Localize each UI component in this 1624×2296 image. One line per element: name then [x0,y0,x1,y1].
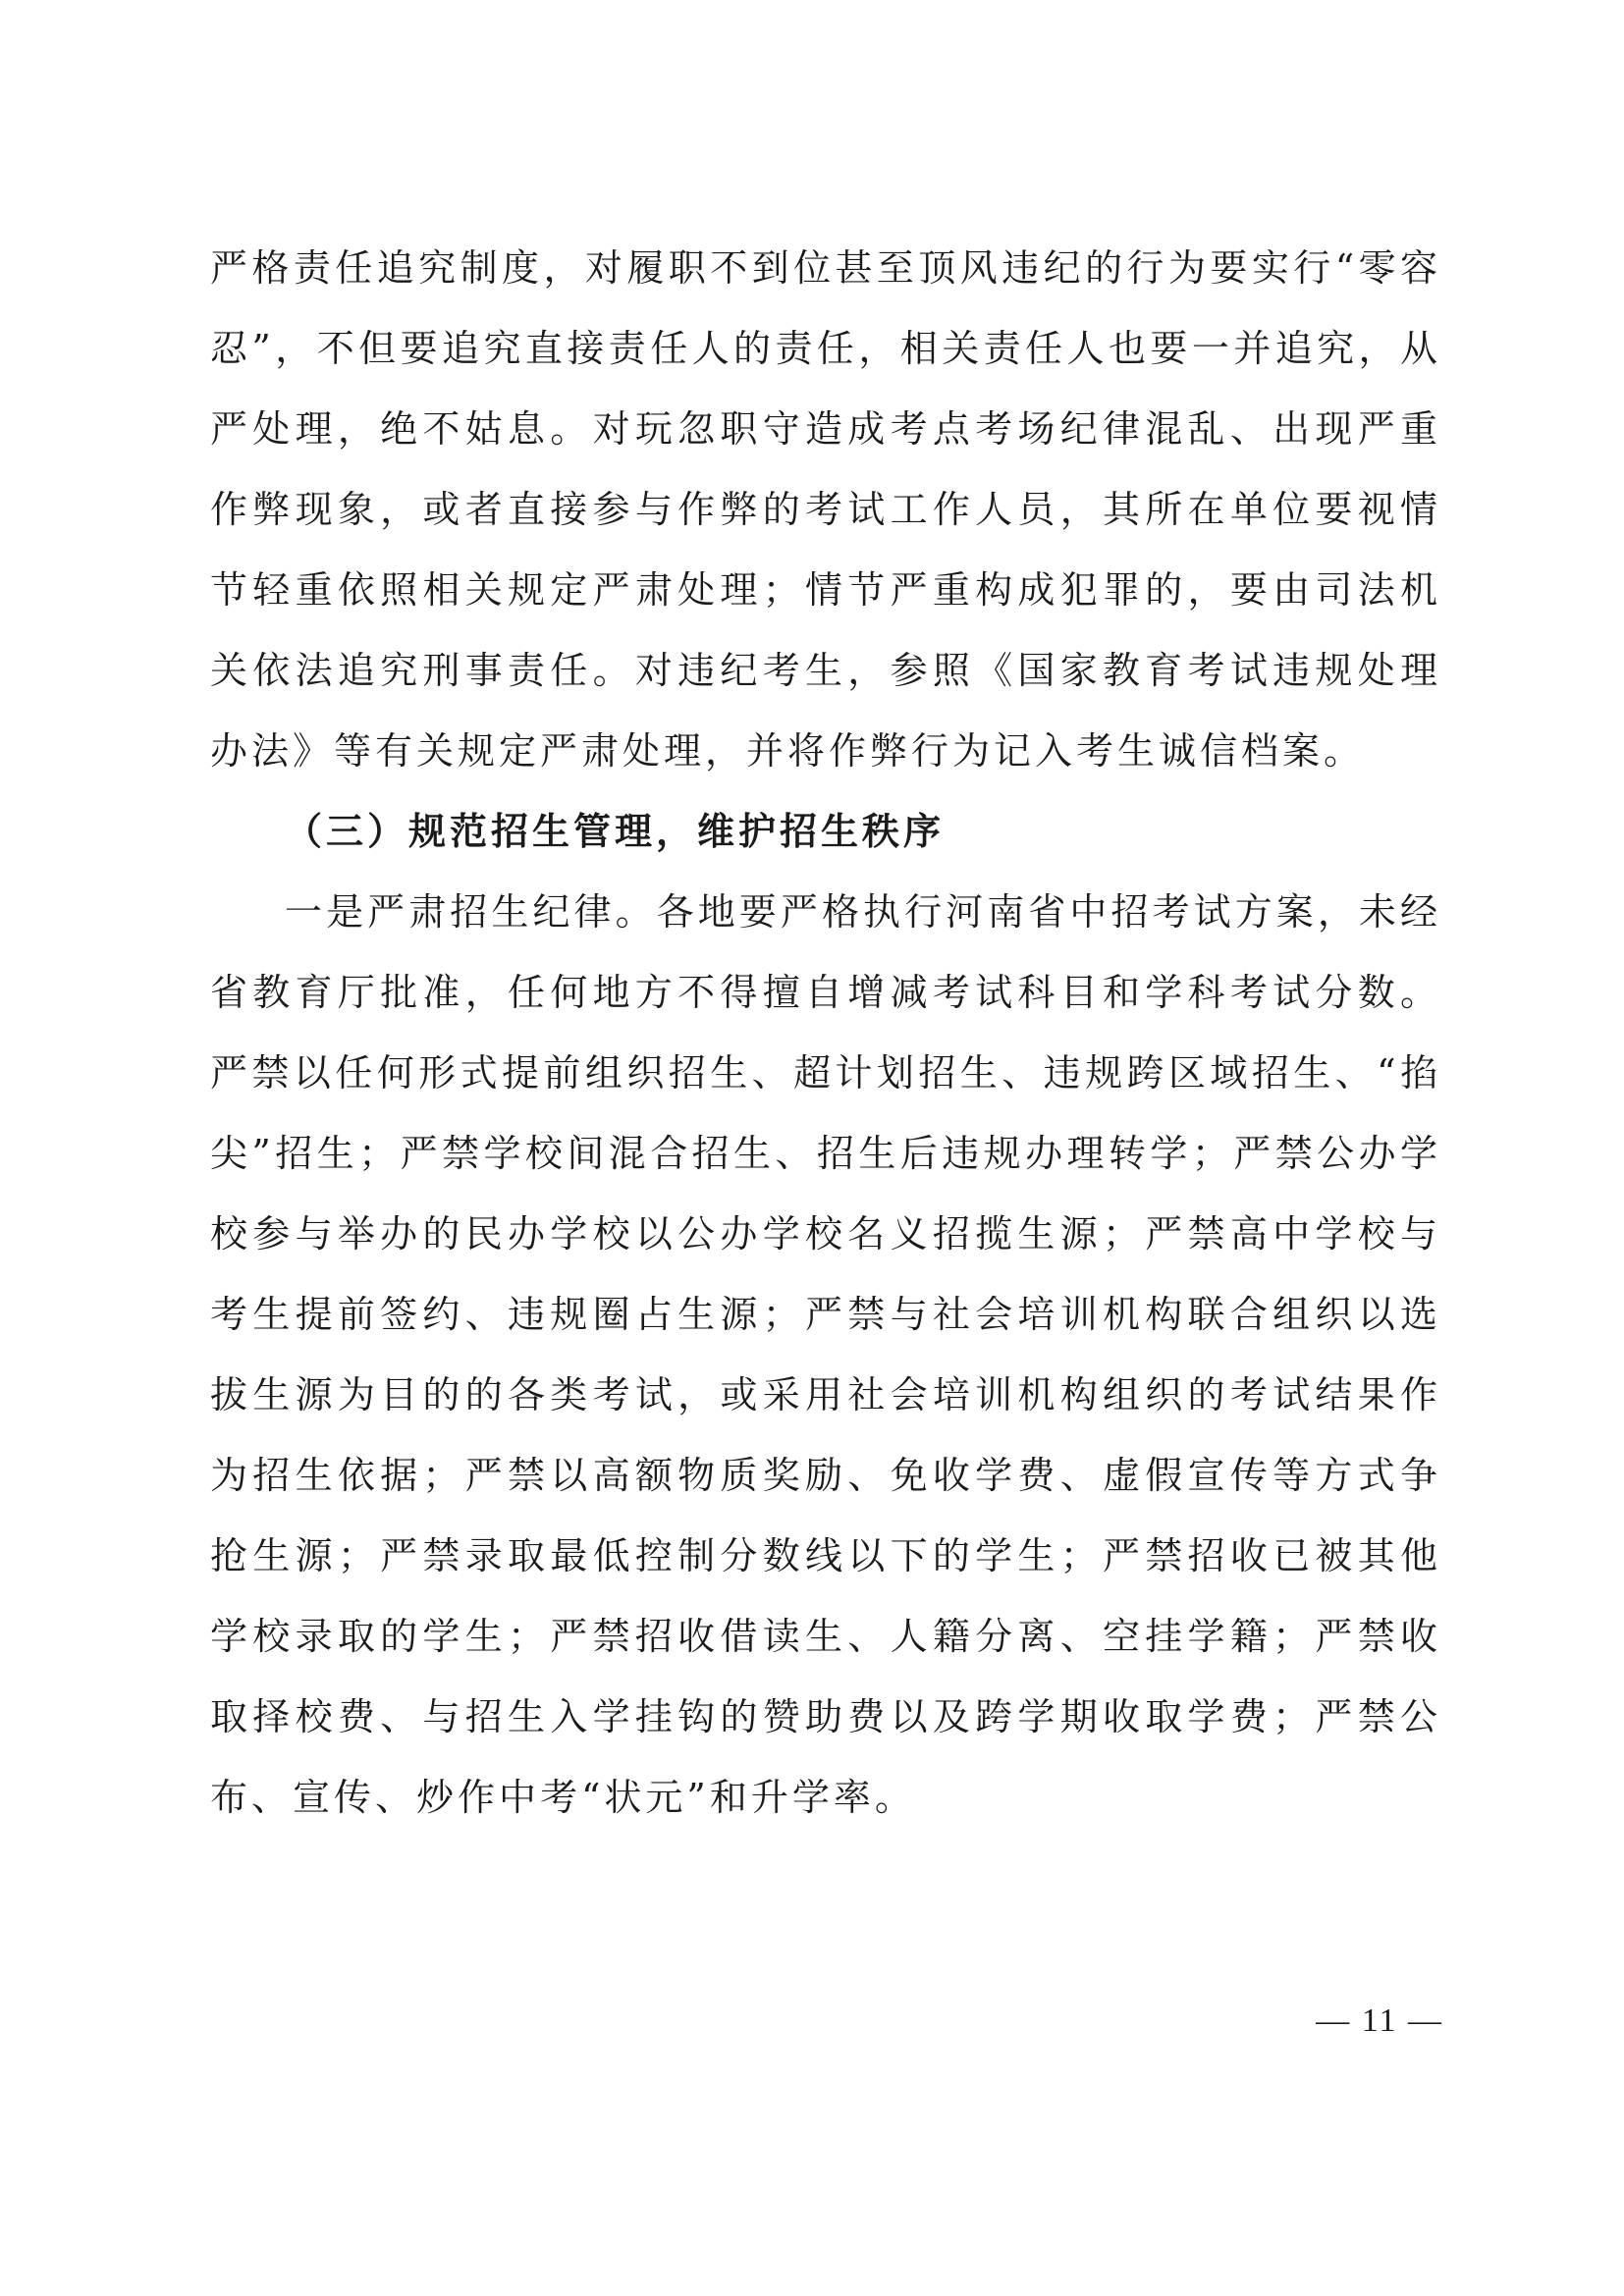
paragraph-continuation: 严格责任追究制度，对履职不到位甚至顶风违纪的行为要实行“零容忍”，不但要追究直接责任人的责任，相关责任人也要一并追究，从严处理，绝不姑息。对玩忽职守造成考点考场纪律混乱、出现严重作弊现象，或者直接参与作弊的考试工作人员，其所在单位要视情节轻重依照相关规定严肃处理；情节严重构成犯罪的，要由司法机关依法追究刑事责任。对违纪考生，参照《国家教育考试违规处理办法》等有关规定严肃处理，并将作弊行为记入考生诚信档案。 [210,246,1441,773]
page-number: — 11 — [1316,2002,1443,2039]
section-heading: （三）规范招生管理，维护招生秩序 [285,809,946,853]
paragraph-enrollment-discipline: 一是严肃招生纪律。各地要严格执行河南省中招考试方案，未经省教育厅批准，任何地方不得擅自增减考试科目和学科考试分数。严禁以任何形式提前组织招生、超计划招生、违规跨区域招生、“掐尖”招生；严禁学校间混合招生、招生后违规办理转学；严禁公办学校参与举办的民办学校以公办学校名义招揽生源；严禁高中学校与考生提前签约、违规圈占生源；严禁与社会培训机构联合组织以选拔生源为目的的各类考试，或采用社会培训机构组织的考试结果作为招生依据；严禁以高额物质奖励、免收学费、虚假宣传等方式争抢生源；严禁录取最低控制分数线以下的学生；严禁招收已被其他学校录取的学生；严禁招收借读生、人籍分离、空挂学籍；严禁收取择校费、与招生入学挂钩的赞助费以及跨学期收取学费；严禁公布、宣传、炒作中考“状元”和升学率。 [210,890,1441,1819]
body-text [210,228,1441,1838]
